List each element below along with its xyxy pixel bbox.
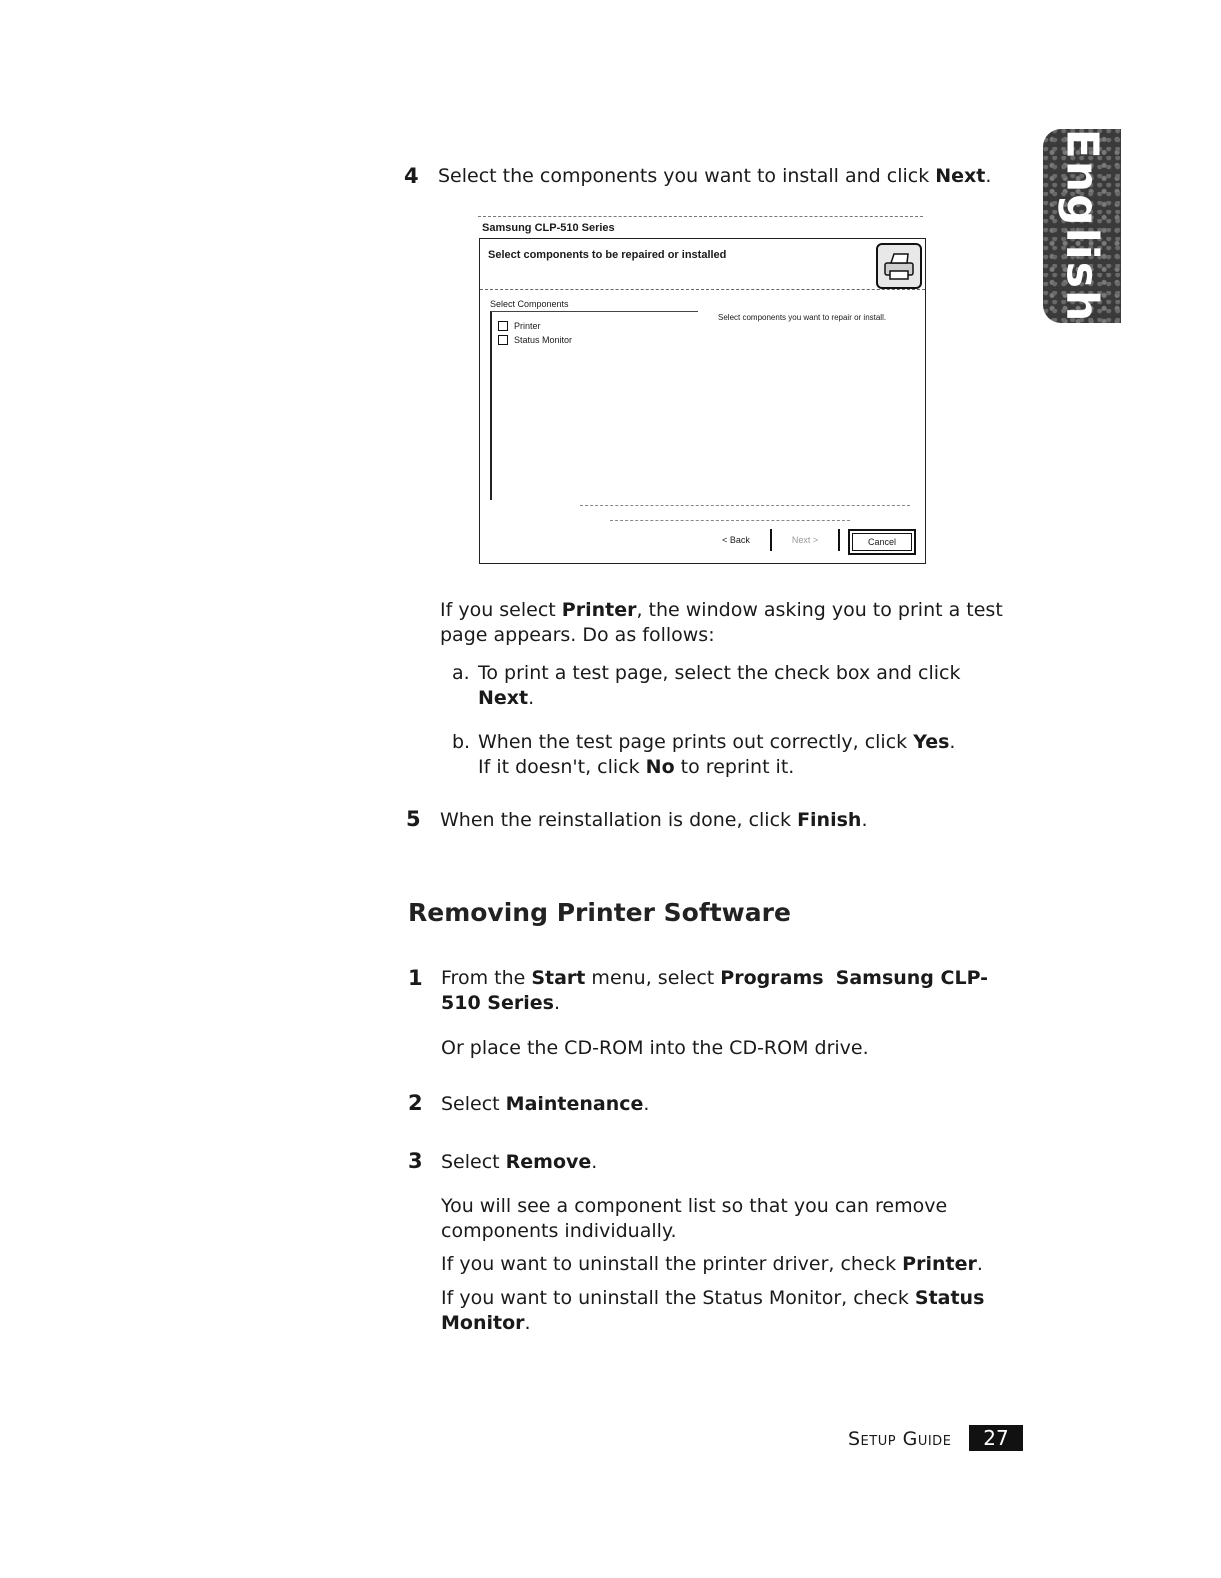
remove-step-3-number: 3: [408, 1149, 423, 1173]
remove-step-1-text: From the Start menu, select Programs Samsung CLP- 510 Series.: [441, 967, 989, 1014]
sub-step-a-label: a.: [452, 662, 470, 684]
remove-step-2-text: Select Maintenance.: [441, 1093, 650, 1115]
divider: [580, 505, 910, 506]
section-title: Removing Printer Software: [408, 898, 791, 927]
back-button[interactable]: < Back: [702, 529, 772, 551]
group-label: Select Components: [490, 299, 569, 309]
dialog-title: Samsung CLP-510 Series: [482, 222, 615, 234]
footer-label: Setup Guide: [848, 1428, 952, 1450]
divider: [610, 520, 850, 521]
remove-step-3-text: Select Remove.: [441, 1151, 598, 1173]
step-4-number: 4: [404, 164, 419, 188]
component-status-monitor[interactable]: [498, 335, 572, 345]
component-label: Printer: [514, 321, 541, 331]
checkbox[interactable]: [498, 321, 508, 331]
step-4-text: Select the components you want to install and click Next.: [438, 165, 992, 187]
setup-dialog: [479, 238, 926, 564]
remove-step-1-number: 1: [408, 966, 423, 990]
checkbox[interactable]: [498, 335, 508, 345]
component-label: Status Monitor: [514, 335, 573, 345]
component-description: Select components you want to repair or install.: [718, 313, 887, 322]
printer-note: If you select Printer, the window asking you to print a test page appears. Do as follows:: [440, 599, 1003, 646]
printer-icon: [876, 243, 922, 289]
remove-step-1-note: Or place the CD-ROM into the CD-ROM drive.: [441, 1037, 869, 1059]
language-tab: [1043, 129, 1121, 323]
component-printer[interactable]: [498, 321, 541, 331]
remove-step-2-number: 2: [408, 1091, 423, 1115]
sub-step-b-label: b.: [452, 731, 471, 753]
remove-step-3-note-3: If you want to uninstall the Status Monitor, check Status Monitor.: [441, 1287, 985, 1334]
sub-step-a-text: To print a test page, select the check box and click Next.: [478, 662, 961, 709]
dialog-title-line: [478, 216, 923, 217]
language-tab-label: English: [1056, 128, 1108, 324]
header-divider: [480, 289, 925, 290]
step-5-text: When the reinstallation is done, click Finish.: [440, 809, 868, 831]
next-button[interactable]: Next >: [772, 529, 840, 551]
dialog-header-text: Select components to be repaired or installed: [488, 249, 727, 261]
step-5-number: 5: [406, 807, 421, 831]
cancel-button[interactable]: Cancel: [848, 529, 916, 555]
remove-step-3-note-2: If you want to uninstall the printer driver, check Printer.: [441, 1253, 983, 1275]
remove-step-3-note-1: You will see a component list so that you can remove components individually.: [441, 1195, 948, 1242]
sub-step-b-text: When the test page prints out correctly, click Yes. If it doesn't, click No to reprint it.: [478, 731, 956, 778]
page-number: 27: [969, 1425, 1023, 1451]
